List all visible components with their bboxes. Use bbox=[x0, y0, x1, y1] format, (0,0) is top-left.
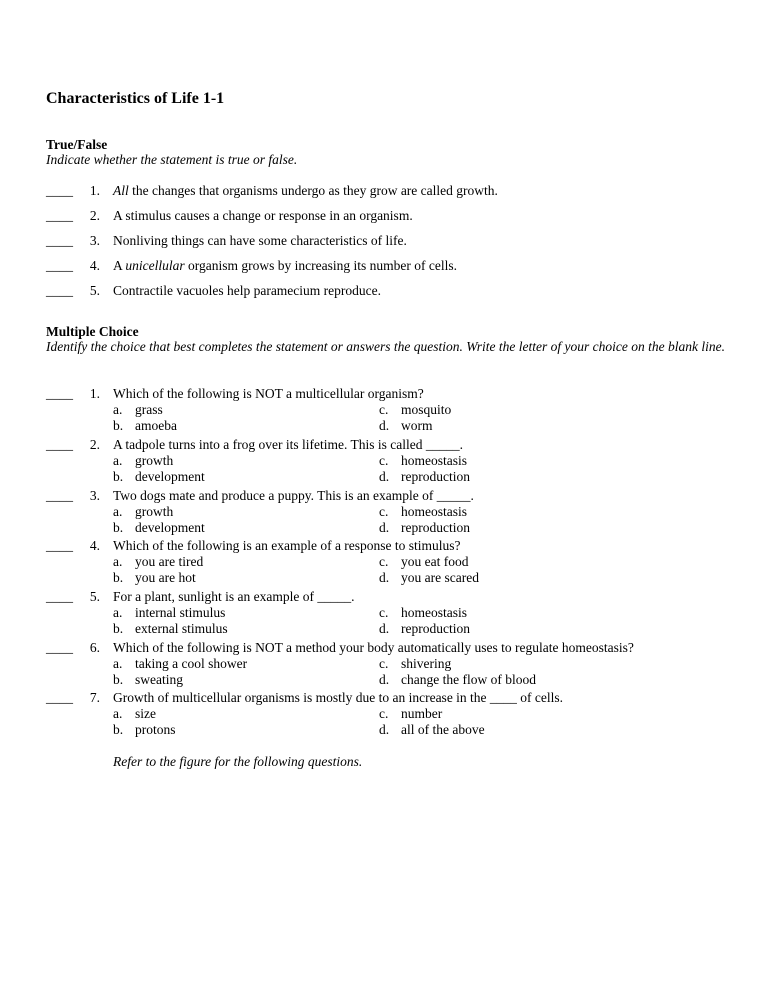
page-title: Characteristics of Life 1-1 bbox=[46, 90, 225, 107]
answer-blank[interactable]: ____ bbox=[46, 690, 73, 705]
option-text: you are tired bbox=[135, 554, 204, 569]
option-letter: c. bbox=[379, 656, 389, 671]
option-letter: b. bbox=[113, 722, 124, 737]
item-number: 4. bbox=[89, 258, 100, 273]
option-letter: c. bbox=[379, 453, 389, 468]
question-text: Growth of multicellular organisms is mostly due to an increase in the ____ of cells. bbox=[113, 690, 564, 705]
option-text: sweating bbox=[135, 672, 183, 687]
option-letter: d. bbox=[379, 570, 390, 585]
option-text: all of the above bbox=[401, 722, 485, 737]
option-letter: a. bbox=[113, 605, 123, 620]
option-letter: d. bbox=[379, 722, 390, 737]
option-letter: a. bbox=[113, 656, 123, 671]
option-text: you eat food bbox=[401, 554, 469, 569]
option-text: reproduction bbox=[401, 520, 470, 535]
answer-blank[interactable]: ____ bbox=[46, 640, 73, 655]
option-text: reproduction bbox=[401, 621, 470, 636]
statement-text bbox=[113, 183, 498, 199]
statement-text bbox=[113, 233, 407, 249]
item-number: 4. bbox=[89, 538, 100, 553]
option-letter: c. bbox=[379, 706, 389, 721]
statement-text bbox=[113, 283, 381, 299]
option-letter: a. bbox=[113, 504, 123, 519]
item-number: 7. bbox=[89, 690, 100, 705]
multiple-choice-heading: Multiple Choice bbox=[46, 324, 139, 339]
option-letter: d. bbox=[379, 469, 390, 484]
option-letter: b. bbox=[113, 520, 124, 535]
question-text: Which of the following is an example of a response to stimulus? bbox=[113, 538, 461, 553]
option-text: homeostasis bbox=[401, 453, 467, 468]
option-text: worm bbox=[401, 418, 433, 433]
answer-blank[interactable]: ____ bbox=[46, 538, 73, 553]
option-letter: c. bbox=[379, 605, 389, 620]
statement-part: organism grows by increasing its number of cells. bbox=[184, 258, 457, 273]
item-number: 1. bbox=[89, 386, 100, 401]
option-letter: a. bbox=[113, 453, 123, 468]
statement-part: A bbox=[113, 258, 126, 273]
option-text: internal stimulus bbox=[135, 605, 226, 620]
true-false-heading: True/False bbox=[46, 137, 108, 152]
option-letter: c. bbox=[379, 504, 389, 519]
question-text: Two dogs mate and produce a puppy. This is an example of _____. bbox=[113, 488, 474, 503]
option-letter: b. bbox=[113, 469, 124, 484]
option-text: reproduction bbox=[401, 469, 470, 484]
item-number: 2. bbox=[89, 437, 100, 452]
answer-blank[interactable]: ____ bbox=[46, 488, 73, 503]
item-number: 1. bbox=[89, 183, 100, 198]
statement-part: A stimulus causes a change or response in an organism. bbox=[113, 208, 413, 223]
option-text: mosquito bbox=[401, 402, 452, 417]
question-text: For a plant, sunlight is an example of _____. bbox=[113, 589, 355, 604]
option-text: homeostasis bbox=[401, 504, 467, 519]
option-letter: c. bbox=[379, 554, 389, 569]
option-letter: a. bbox=[113, 706, 123, 721]
statement-part: the changes that organisms undergo as they grow are called growth. bbox=[128, 183, 498, 198]
emphasized-word: All bbox=[113, 183, 129, 198]
multiple-choice-instructions: Identify the choice that best completes the statement or answers the question. Write the letter of your choice on the blank line. bbox=[46, 339, 725, 354]
item-number: 5. bbox=[89, 283, 100, 298]
option-text: amoeba bbox=[135, 418, 177, 433]
option-text: taking a cool shower bbox=[135, 656, 248, 671]
statement-part: Contractile vacuoles help paramecium reproduce. bbox=[113, 283, 382, 298]
option-text: size bbox=[135, 706, 156, 721]
option-text: growth bbox=[135, 504, 174, 519]
item-number: 6. bbox=[89, 640, 100, 655]
option-letter: b. bbox=[113, 672, 124, 687]
question-text: A tadpole turns into a frog over its lifetime. This is called _____. bbox=[113, 437, 463, 452]
option-text: external stimulus bbox=[135, 621, 228, 636]
option-letter: d. bbox=[379, 520, 390, 535]
statement-part: Nonliving things can have some characteristics of life. bbox=[113, 233, 407, 248]
option-letter: b. bbox=[113, 570, 124, 585]
option-letter: a. bbox=[113, 402, 123, 417]
option-letter: d. bbox=[379, 672, 390, 687]
answer-blank[interactable]: ____ bbox=[46, 437, 73, 452]
answer-blank[interactable]: ____ bbox=[46, 283, 73, 298]
answer-blank[interactable]: ____ bbox=[46, 386, 73, 401]
item-number: 5. bbox=[89, 589, 100, 604]
item-number: 3. bbox=[89, 488, 100, 503]
question-text: Which of the following is NOT a method your body automatically uses to regulate homeostasis? bbox=[113, 640, 634, 655]
figure-note: Refer to the figure for the following questions. bbox=[113, 754, 363, 769]
option-text: you are scared bbox=[401, 570, 479, 585]
option-text: change the flow of blood bbox=[401, 672, 536, 687]
answer-blank[interactable]: ____ bbox=[46, 589, 73, 604]
option-letter: a. bbox=[113, 554, 123, 569]
option-text: homeostasis bbox=[401, 605, 467, 620]
option-text: development bbox=[135, 469, 205, 484]
statement-text bbox=[113, 258, 457, 274]
option-letter: b. bbox=[113, 418, 124, 433]
emphasized-word: unicellular bbox=[125, 258, 185, 273]
option-text: growth bbox=[135, 453, 174, 468]
true-false-instructions: Indicate whether the statement is true or false. bbox=[46, 152, 298, 167]
option-text: shivering bbox=[401, 656, 452, 671]
option-text: development bbox=[135, 520, 205, 535]
option-letter: b. bbox=[113, 621, 124, 636]
option-letter: d. bbox=[379, 418, 390, 433]
question-text: Which of the following is NOT a multicellular organism? bbox=[113, 386, 424, 401]
answer-blank[interactable]: ____ bbox=[46, 233, 73, 248]
option-text: grass bbox=[135, 402, 163, 417]
statement-text bbox=[113, 208, 413, 224]
option-text: you are hot bbox=[135, 570, 196, 585]
answer-blank[interactable]: ____ bbox=[46, 183, 73, 198]
answer-blank[interactable]: ____ bbox=[46, 208, 73, 223]
option-letter: d. bbox=[379, 621, 390, 636]
item-number: 2. bbox=[89, 208, 100, 223]
option-text: protons bbox=[135, 722, 176, 737]
item-number: 3. bbox=[89, 233, 100, 248]
option-letter: c. bbox=[379, 402, 389, 417]
answer-blank[interactable]: ____ bbox=[46, 258, 73, 273]
option-text: number bbox=[401, 706, 443, 721]
